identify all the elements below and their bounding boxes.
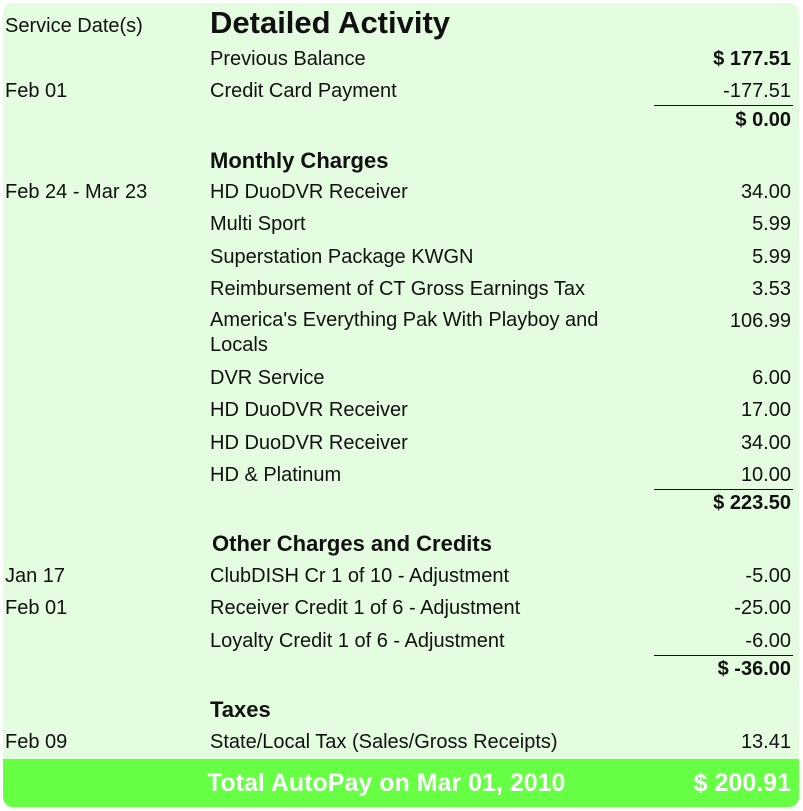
taxes-label: State/Local Tax (Sales/Gross Receipts) (210, 731, 558, 753)
line-item-label: HD DuoDVR Receiver (210, 432, 408, 454)
monthly-charges-title: Monthly Charges (210, 148, 389, 173)
balance-subtotal: $ 0.00 (735, 109, 791, 131)
line-item-amount: 6.00 (752, 367, 791, 389)
payment-date: Feb 01 (5, 80, 68, 102)
activity-panel (3, 3, 799, 807)
line-item-label: HD DuoDVR Receiver (210, 399, 408, 421)
subtotal-rule (654, 105, 793, 106)
payment-amount: -177.51 (723, 80, 791, 102)
line-item-amount: 34.00 (740, 432, 791, 454)
total-autopay-amount: $ 200.91 (693, 769, 791, 797)
line-item-date: Feb 01 (5, 597, 68, 619)
line-item-amount: 5.99 (752, 213, 791, 235)
line-item-amount: 34.00 (740, 181, 791, 203)
line-item-label: Reimbursement of CT Gross Earnings Tax (210, 278, 585, 300)
service-dates-header: Service Date(s) (5, 15, 143, 37)
monthly-charges-date: Feb 24 - Mar 23 (5, 181, 148, 203)
payment-label: Credit Card Payment (210, 80, 397, 102)
line-item-label: Superstation Package KWGN (210, 246, 474, 268)
other-charges-title: Other Charges and Credits (212, 531, 492, 556)
line-item-amount: -6.00 (745, 630, 791, 652)
total-autopay-label: Total AutoPay on Mar 01, 2010 (207, 769, 566, 797)
taxes-date: Feb 09 (5, 731, 68, 753)
previous-balance-amount: $ 177.51 (713, 48, 791, 70)
other-subtotal: $ -36.00 (717, 658, 791, 680)
line-item-amount: -5.00 (745, 565, 791, 587)
line-item-amount: 17.00 (740, 399, 791, 421)
line-item-label: HD DuoDVR Receiver (210, 181, 408, 203)
line-item-amount: -25.00 (734, 597, 791, 619)
taxes-title: Taxes (210, 697, 271, 722)
line-item-amount: 10.00 (740, 464, 791, 486)
line-item-label: Multi Sport (210, 213, 306, 235)
line-item-label: America's Everything Pak With Playboy and Locals (210, 309, 599, 356)
line-item-amount: 3.53 (752, 278, 791, 300)
line-item-label: Loyalty Credit 1 of 6 - Adjustment (210, 630, 505, 652)
monthly-subtotal: $ 223.50 (713, 492, 791, 514)
subtotal-rule (654, 655, 793, 656)
line-item-date: Jan 17 (5, 565, 66, 587)
line-item-amount: 5.99 (752, 246, 791, 268)
line-item-label: Receiver Credit 1 of 6 - Adjustment (210, 597, 521, 619)
line-item-amount: 106.99 (729, 310, 791, 332)
taxes-amount: 13.41 (740, 731, 791, 753)
line-item-label: ClubDISH Cr 1 of 10 - Adjustment (210, 565, 510, 587)
line-item-label: HD & Platinum (210, 464, 342, 486)
page-title: Detailed Activity (210, 5, 451, 40)
previous-balance-label: Previous Balance (210, 48, 366, 70)
subtotal-rule (654, 489, 793, 490)
total-autopay-bar (3, 759, 799, 807)
line-item-label: DVR Service (210, 367, 325, 389)
